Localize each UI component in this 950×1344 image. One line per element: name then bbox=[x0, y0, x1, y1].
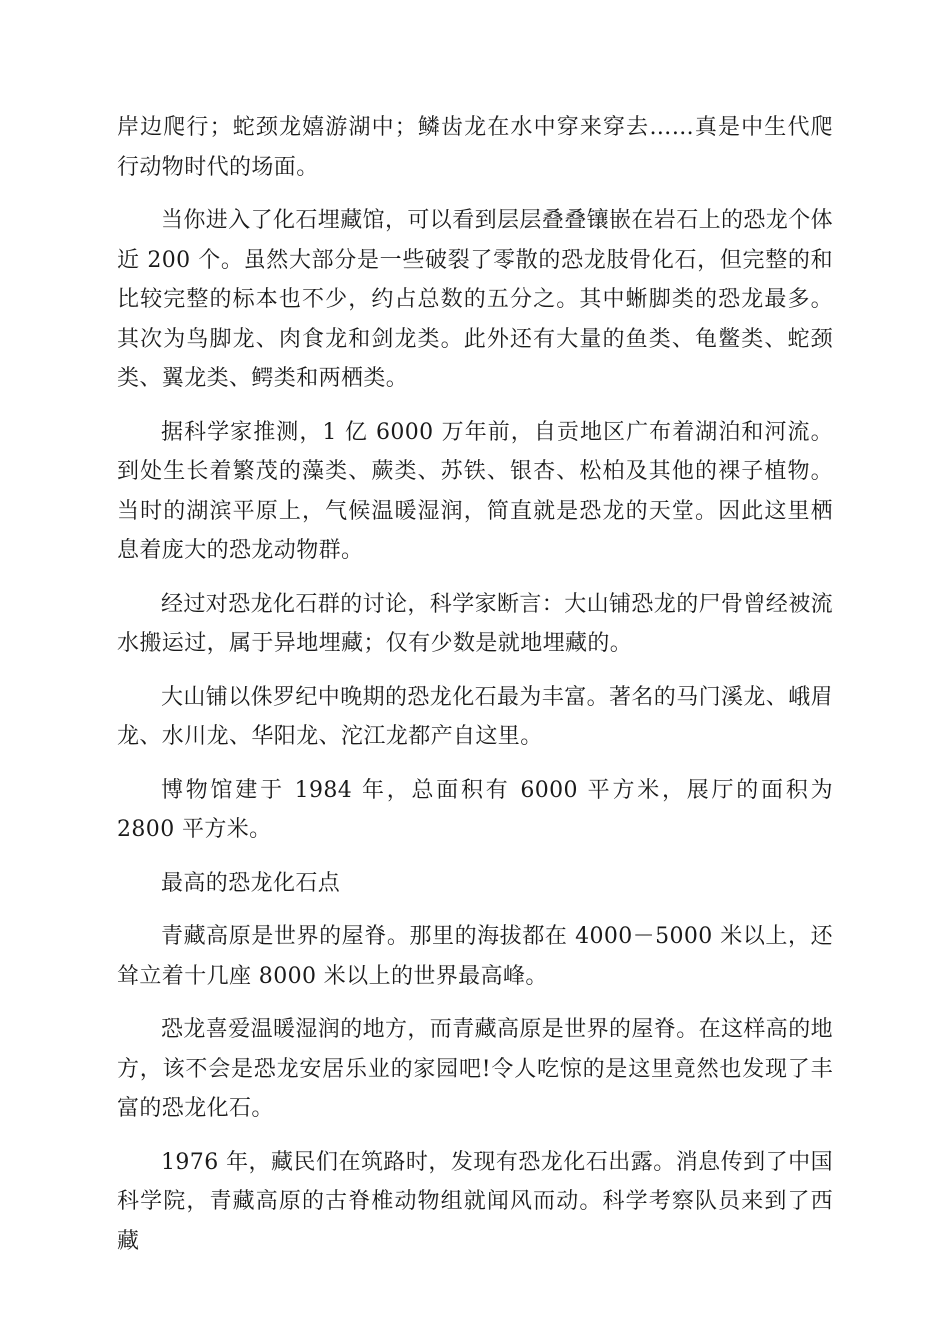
paragraph-museum-facts: 博物馆建于 1984 年，总面积有 6000 平方米，展厅的面积为 2800 平方米。 bbox=[117, 777, 833, 842]
paragraph-continued: 岸边爬行；蛇颈龙嬉游湖中；鳞齿龙在水中穿来穿去……真是中生代爬行动物时代的场面。 bbox=[117, 115, 833, 180]
paragraph-fossil-burial-hall: 当你进入了化石埋藏馆，可以看到层层叠叠镶嵌在岩石上的恐龙个体近 200 个。虽然大部分是一些破裂了零散的恐龙肢骨化石，但完整的和比较完整的标本也不少，约占总数的五分之。其中蜥脚类的恐龙最多。其次为鸟脚龙、肉食龙和剑龙类。此外还有大量的鱼类、龟鳖类、蛇颈类、翼龙类、鳄类和两栖类。 bbox=[117, 208, 834, 391]
paragraph-dinosaur-habitat: 恐龙喜爱温暖湿润的地方，而青藏高原是世界的屋脊。在这样高的地方，该不会是恐龙安居乐业的家园吧!令人吃惊的是这里竟然也发现了丰富的恐龙化石。 bbox=[117, 1017, 834, 1121]
paragraph-burial-conclusion: 经过对恐龙化石群的讨论，科学家断言：大山铺恐龙的尸骨曾经被流水搬运过，属于异地埋藏；仅有少数是就地埋藏的。 bbox=[117, 591, 834, 656]
document-body bbox=[117, 108, 833, 1275]
paragraph-1976-discovery: 1976 年，藏民们在筑路时，发现有恐龙化石出露。消息传到了中国科学院，青藏高原的古脊椎动物组就闻风而动。科学考察队员来到了西藏 bbox=[117, 1149, 833, 1254]
section-heading: 最高的恐龙化石点 bbox=[161, 870, 341, 896]
paragraph-dashanpu-fossils: 大山铺以侏罗纪中晚期的恐龙化石最为丰富。著名的马门溪龙、峨眉龙、水川龙、华阳龙、沱江龙都产自这里。 bbox=[117, 684, 834, 749]
paragraph-scientist-inference: 据科学家推测，1 亿 6000 万年前，自贡地区广布着湖泊和河流。到处生长着繁茂的藻类、蕨类、苏铁、银杏、松柏及其他的裸子植物。当时的湖滨平原上，气候温暖湿润，简直就是恐龙的天堂。因此这里栖息着庞大的恐龙动物群。 bbox=[117, 419, 833, 563]
paragraph-qinghai-tibet-plateau: 青藏高原是世界的屋脊。那里的海拔都在 4000－5000 米以上，还耸立着十几座 8000 米以上的世界最高峰。 bbox=[117, 924, 833, 989]
